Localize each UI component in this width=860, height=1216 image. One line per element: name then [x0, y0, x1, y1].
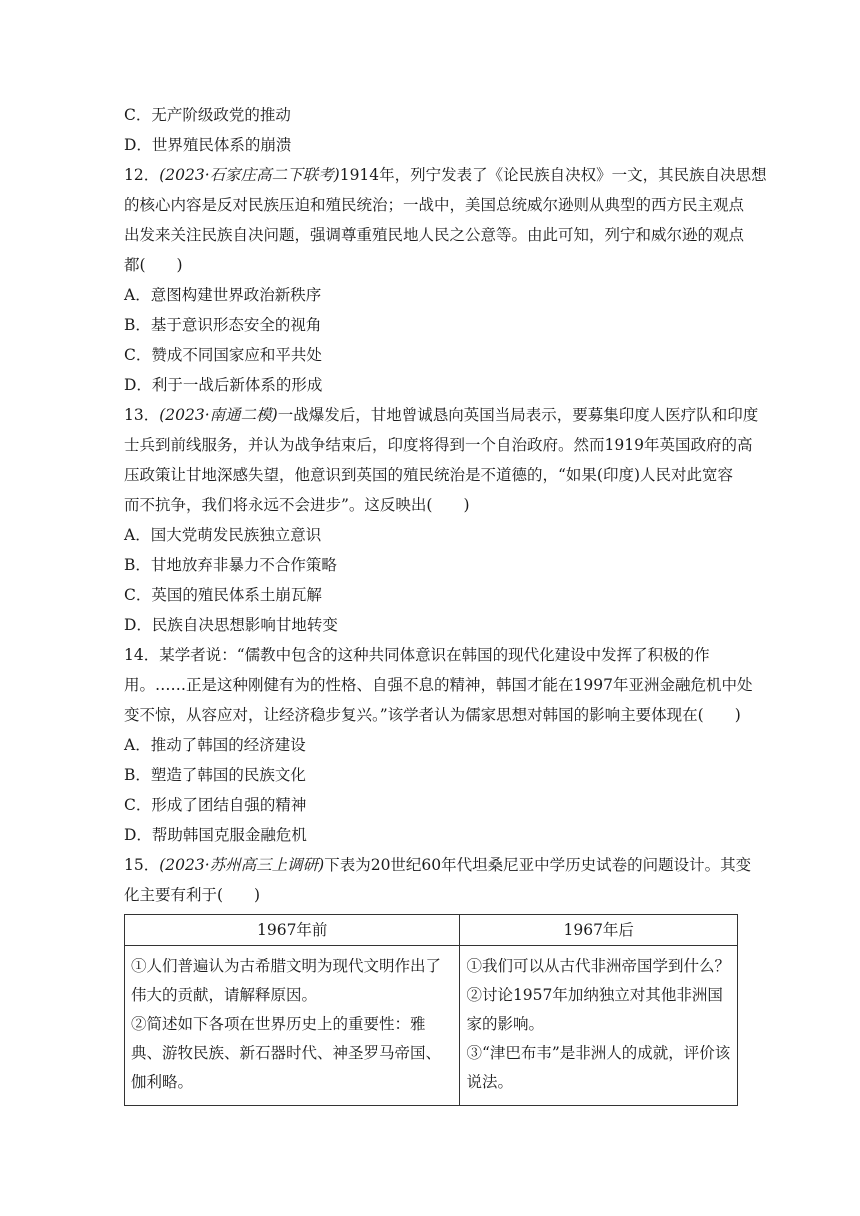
question-stem-line: 变不惊，从容应对，让经济稳步复兴。”该学者认为儒家思想对韩国的影响主要体现在( ): [124, 706, 741, 724]
question-11-tail: [124, 100, 738, 160]
option-d: D．利于一战后新体系的形成: [124, 376, 323, 394]
table-item: ③“津巴布韦”是非洲人的成就，评价该说法。: [466, 1044, 731, 1091]
option-c: C．英国的殖民体系土崩瓦解: [124, 586, 322, 604]
exam-page: [124, 100, 767, 1106]
option-c: C．无产阶级政党的推动: [124, 106, 291, 124]
option-d: D．民族自决思想影响甘地转变: [124, 616, 338, 634]
question-stem-line: 用。……正是这种刚健有为的性格、自强不息的精神，韩国才能在1997年亚洲金融危机中处: [124, 676, 753, 694]
question-stem-line: 而不抗争，我们将永远不会进步”。这反映出( ): [124, 496, 470, 514]
question-stem-line: 14．某学者说：“儒教中包含的这种共同体意识在韩国的现代化建设中发挥了积极的作: [124, 646, 710, 664]
question-stem-line: 压政策让甘地深感失望，他意识到英国的殖民统治是不道德的，“如果(印度)人民对此宽容: [124, 466, 734, 484]
table-item: ②讨论1957年加纳独立对其他非洲国家的影响。: [466, 986, 723, 1033]
table-item: ①人们普遍认为古希腊文明为现代文明作出了伟大的贡献，请解释原因。: [131, 957, 442, 1004]
question-stem-line: 15．(2023·苏州高三上调研)下表为20世纪60年代坦桑尼亚中学历史试卷的问题设计。其变: [124, 856, 752, 874]
table-header-before: 1967年前: [125, 915, 460, 946]
table-item: ②简述如下各项在世界历史上的重要性：雅典、游牧民族、新石器时代、神圣罗马帝国、伽利略。: [131, 1015, 442, 1091]
question-source: (2023·石家庄高二下联考): [159, 166, 340, 184]
question-number: 14．: [124, 646, 160, 664]
question-13: [124, 400, 759, 640]
option-c: C．赞成不同国家应和平共处: [124, 346, 322, 364]
question-stem-line: 化主要有利于( ): [124, 886, 261, 904]
question-stem-line: 出发来关注民族自决问题，强调尊重殖民地人民之公意等。由此可知，列宁和威尔逊的观点: [124, 226, 745, 244]
question-12: [124, 160, 767, 400]
table-header-row: [125, 915, 738, 946]
question-stem-line: 士兵到前线服务，并认为战争结束后，印度将得到一个自治政府。然而1919年英国政府的高: [124, 436, 753, 454]
option-a: A．意图构建世界政治新秩序: [124, 286, 322, 304]
option-c: C．形成了团结自强的精神: [124, 796, 307, 814]
question-stem-line: 12．(2023·石家庄高二下联考)1914年，列宁发表了《论民族自决权》一文，其民族自决思想: [124, 166, 767, 184]
question-stem-line: 的核心内容是反对民族压迫和殖民统治；一战中，美国总统威尔逊则从典型的西方民主观点: [124, 196, 745, 214]
question-15: [124, 850, 752, 1106]
question-source: (2023·南通二模): [159, 406, 278, 424]
question-number: 15．: [124, 856, 160, 874]
option-b: B．甘地放弃非暴力不合作策略: [124, 556, 337, 574]
option-a: A．国大党萌发民族独立意识: [124, 526, 322, 544]
option-b: B．塑造了韩国的民族文化: [124, 766, 306, 784]
question-stem-line: 13．(2023·南通二模)一战爆发后，甘地曾诚恳向英国当局表示，要募集印度人医疗队和印度: [124, 406, 759, 424]
question-14: [124, 640, 753, 850]
table-cell-after: [460, 946, 738, 1106]
question-number: 12．: [124, 166, 160, 184]
option-d: D．世界殖民体系的崩溃: [124, 136, 292, 154]
option-d: D．帮助韩国克服金融危机: [124, 826, 307, 844]
question-number: 13．: [124, 406, 160, 424]
question-source: (2023·苏州高三上调研): [159, 856, 325, 874]
option-a: A．推动了韩国的经济建设: [124, 736, 306, 754]
table-cell-before: [125, 946, 460, 1106]
table-row: [125, 946, 738, 1106]
table-header-after: 1967年后: [460, 915, 738, 946]
question-stem-line: 都( ): [124, 256, 183, 274]
option-b: B．基于意识形态安全的视角: [124, 316, 322, 334]
comparison-table: [124, 914, 738, 1106]
table-item: ①我们可以从古代非洲帝国学到什么？: [466, 957, 730, 975]
